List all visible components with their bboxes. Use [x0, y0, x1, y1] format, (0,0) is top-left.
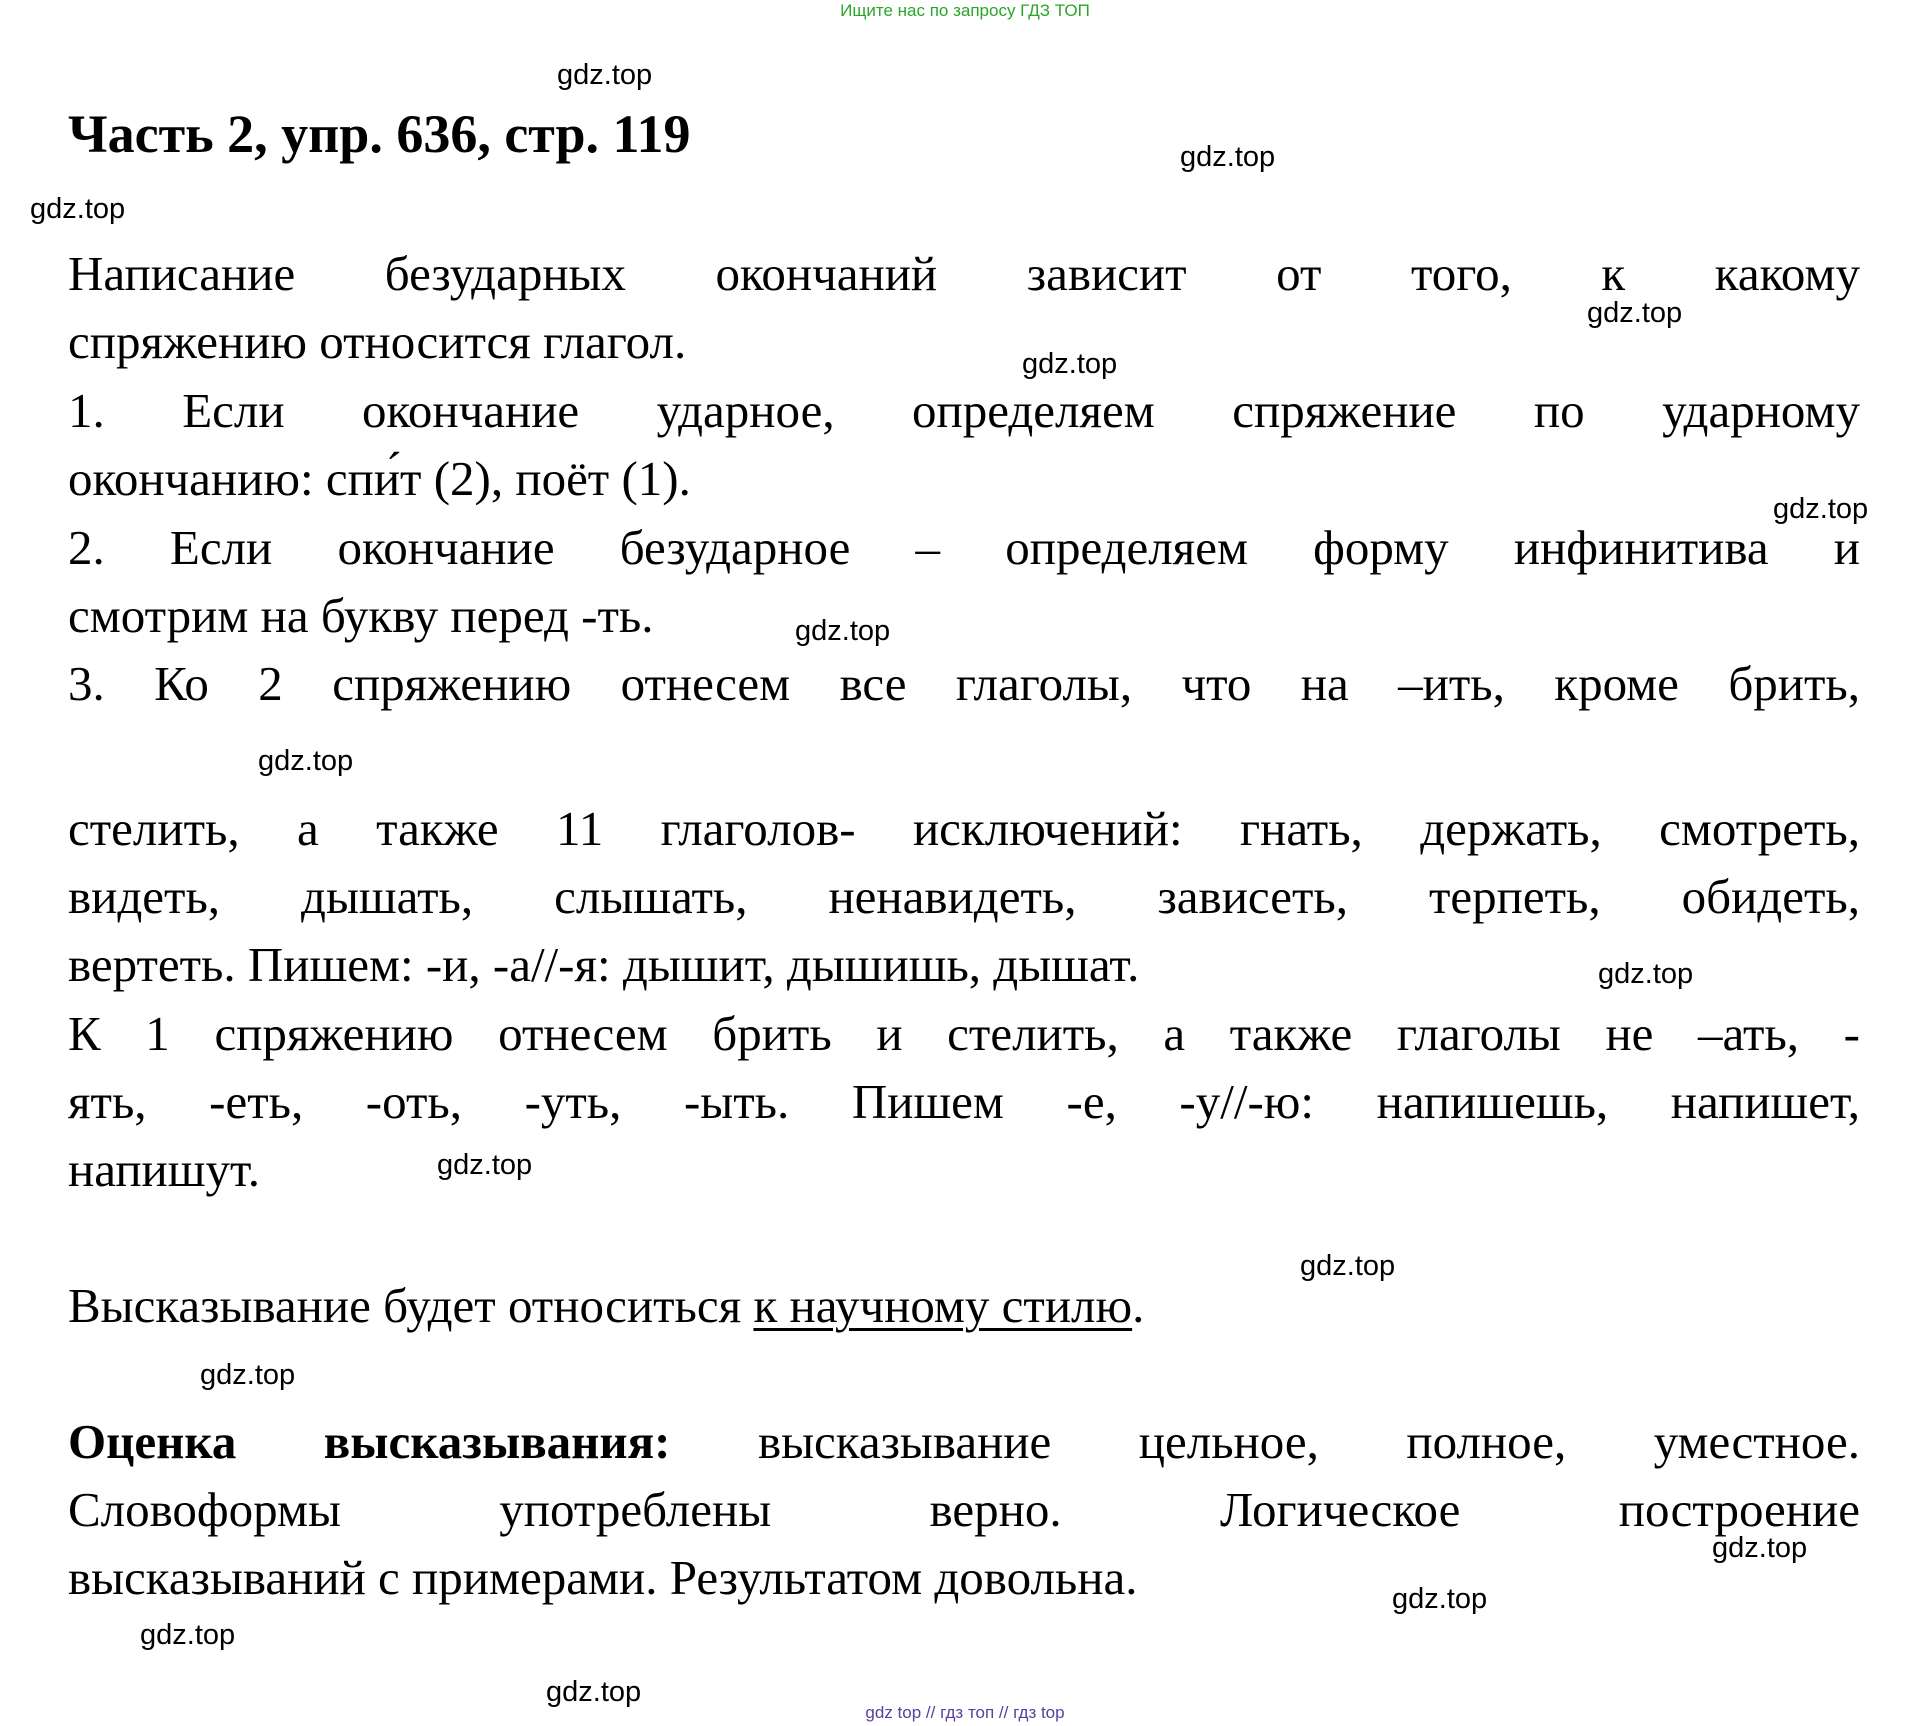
text-line — [68, 1272, 1860, 1340]
text-line: 3. Ко 2 спряжению отнесем все глаголы, что на –ить, кроме брить, — [68, 656, 1860, 711]
text-line: видеть, дышать, слышать, ненавидеть, зависеть, терпеть, обидеть, — [68, 869, 1860, 924]
watermark: gdz.top — [200, 1359, 296, 1391]
text-line: стелить, а также 11 глаголов- исключений: гнать, держать, смотреть, — [68, 801, 1860, 856]
text-line: ять, -еть, -оть, -уть, -ыть. Пишем -е, -у//-ю: напишешь, напишет, — [68, 1074, 1860, 1129]
style-prefix: Высказывание будет относиться — [68, 1278, 754, 1333]
top-banner: Ищите нас по запросу ГДЗ ТОП — [840, 1, 1090, 20]
footer-links: gdz top // гдз топ // гдз top — [865, 1703, 1065, 1722]
rule-item-3 — [68, 650, 1860, 718]
watermark: gdz.top — [1598, 958, 1694, 990]
text-line: 1. Если окончание ударное, определяем спряжение по ударному — [68, 383, 1860, 438]
text-line: вертеть. Пишем: -и, -а//-я: дышит, дышишь, дышат. — [68, 937, 1140, 992]
watermark: gdz.top — [258, 745, 354, 777]
style-statement — [68, 1272, 1860, 1340]
watermark: gdz.top — [30, 193, 126, 225]
rule-item-2 — [68, 514, 1860, 650]
page-title: Часть 2, упр. 636, стр. 119 — [68, 104, 691, 164]
text-line: высказываний с примерами. Результатом довольна. — [68, 1550, 1138, 1605]
style-suffix: . — [1132, 1278, 1145, 1333]
watermark: gdz.top — [1300, 1250, 1396, 1282]
watermark: gdz.top — [1587, 297, 1683, 329]
text-line: спряжению относится глагол. — [68, 314, 687, 369]
text-line — [68, 1408, 1860, 1476]
watermark: gdz.top — [1180, 141, 1276, 173]
text-line: смотрим на букву перед -ть. — [68, 588, 654, 643]
rule-item-4 — [68, 1000, 1860, 1204]
evaluation-label: Оценка высказывания: — [68, 1414, 671, 1469]
watermark: gdz.top — [1022, 348, 1118, 380]
watermark: gdz.top — [437, 1149, 533, 1181]
text-line: Написание безударных окончаний зависит от того, к какому — [68, 246, 1860, 301]
text-line: К 1 спряжению отнесем брить и стелить, а также глаголы не –ать, - — [68, 1006, 1860, 1061]
watermark: gdz.top — [1392, 1583, 1488, 1615]
evaluation-paragraph — [68, 1408, 1860, 1612]
watermark: gdz.top — [140, 1619, 236, 1651]
watermark: gdz.top — [1773, 493, 1869, 525]
text-line: 2. Если окончание безударное – определяем форму инфинитива и — [68, 520, 1860, 575]
evaluation-text: высказывание цельное, полное, уместное. — [670, 1414, 1860, 1469]
style-answer: к научному стилю — [753, 1278, 1133, 1333]
watermark: gdz.top — [546, 1676, 642, 1708]
watermark: gdz.top — [1712, 1532, 1808, 1564]
text-line: Словоформы употреблены верно. Логическое построение — [68, 1482, 1860, 1537]
rule-item-1 — [68, 377, 1860, 513]
text-line: окончанию: спи́т (2), поёт (1). — [68, 451, 691, 506]
watermark: gdz.top — [795, 615, 891, 647]
rule-item-3-continued — [68, 795, 1860, 999]
text-line: напишут. — [68, 1142, 260, 1197]
watermark: gdz.top — [557, 59, 653, 91]
